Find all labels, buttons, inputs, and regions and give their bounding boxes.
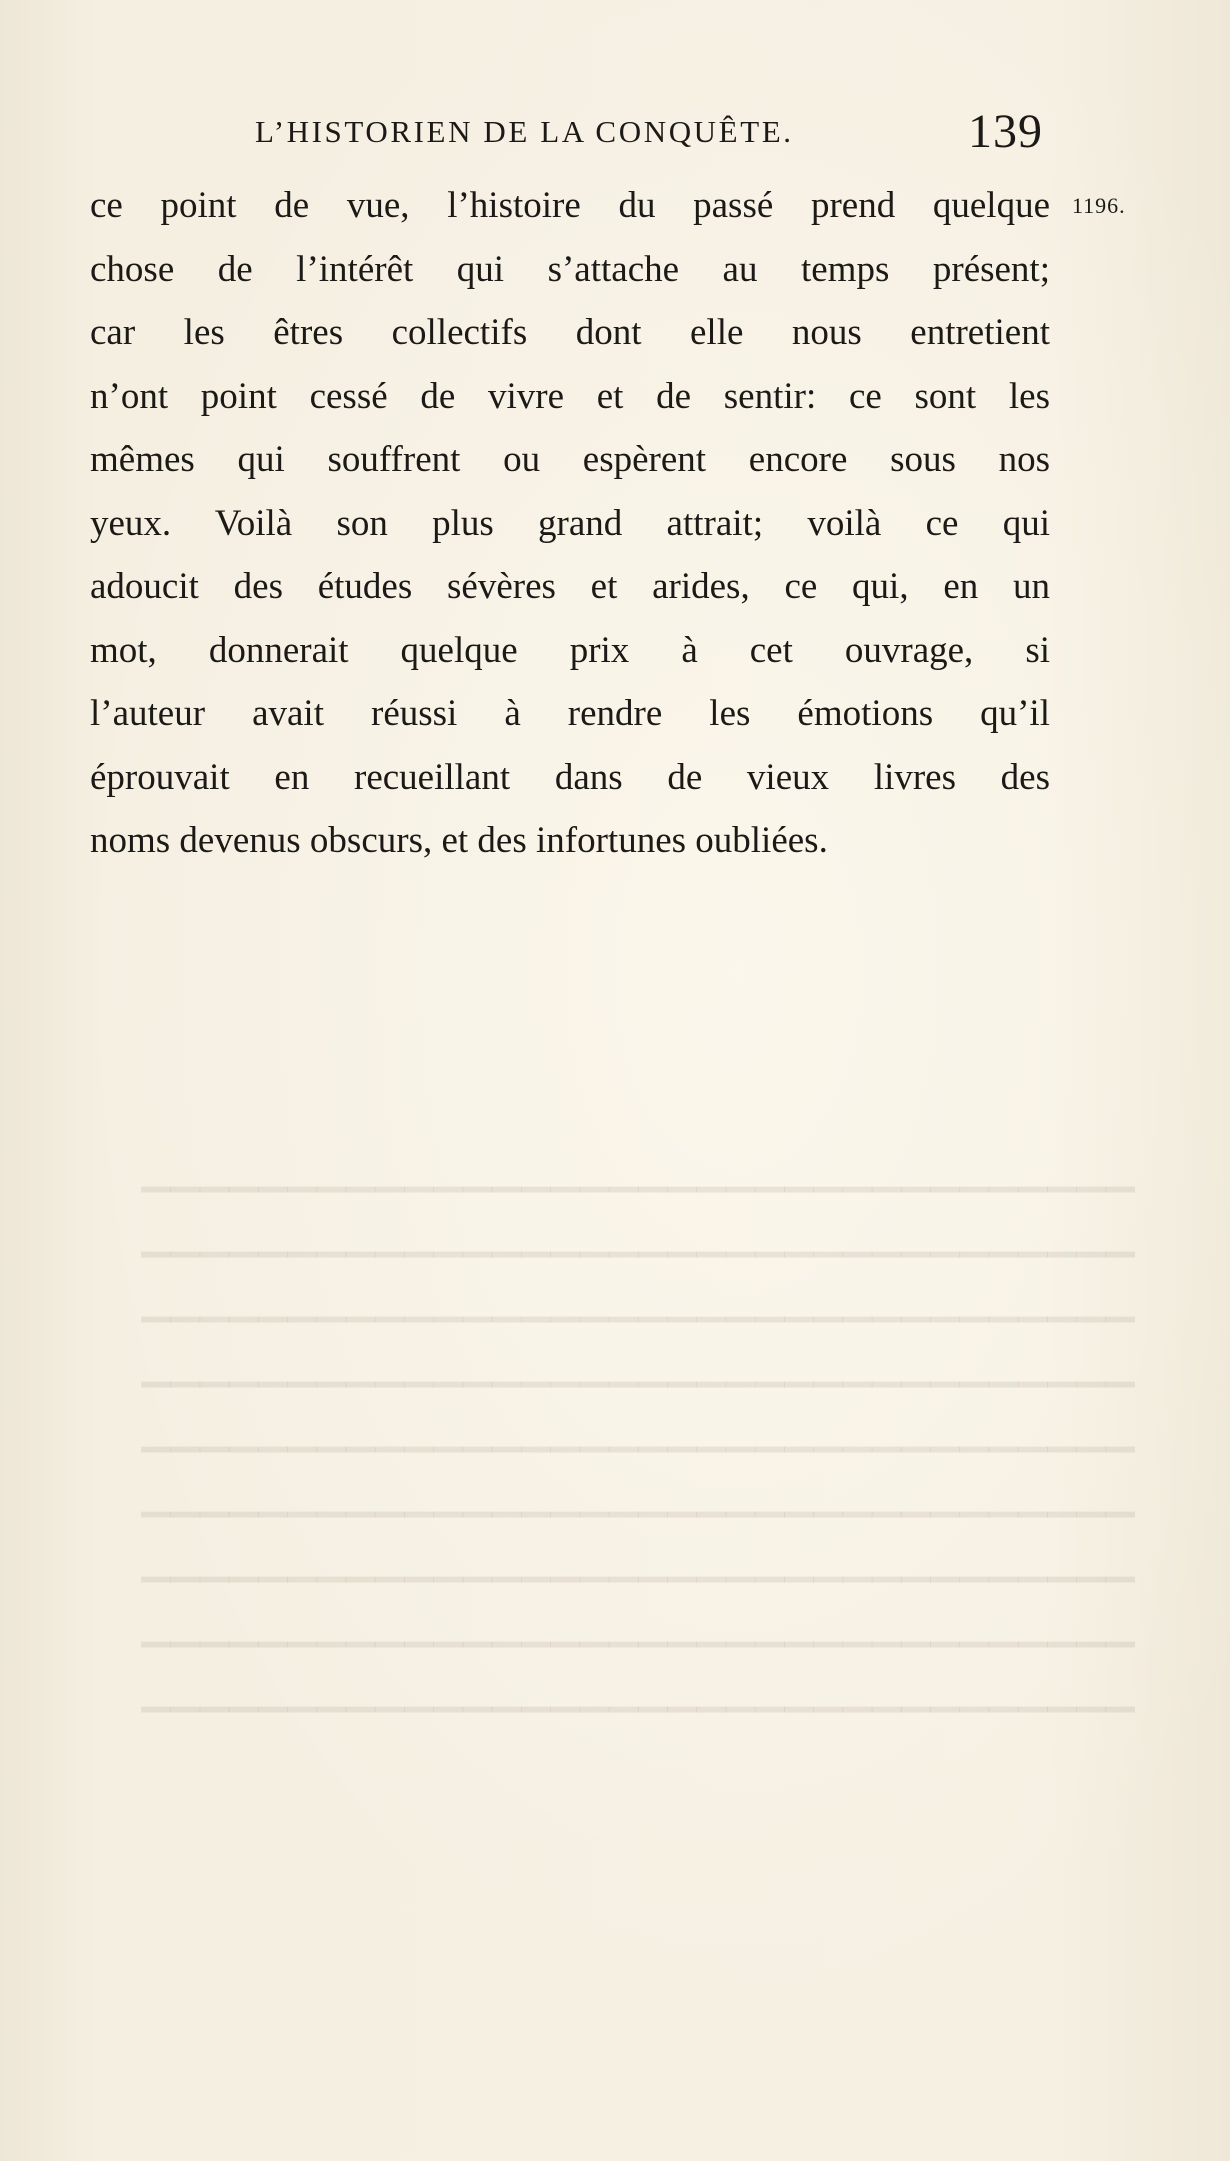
text-line: adoucit des études sévères et arides, ce qui, en un [90, 566, 1050, 607]
text-line: mêmes qui souffrent ou espèrent encore sous nos [90, 439, 1050, 480]
bleed-through-decoration: ▁▁▁▁▁▁▁▁▁▁▁▁▁▁▁▁▁▁▁▁▁▁▁▁▁▁▁▁▁▁▁▁▁▁ [141, 1280, 1135, 1322]
text-line: chose de l’intérêt qui s’attache au temps présent; [90, 248, 1050, 290]
bleed-through-decoration: ▁▁▁▁▁▁▁▁▁▁▁▁▁▁▁▁▁▁▁▁▁▁▁▁▁▁▁▁▁▁▁▁▁▁ [141, 1215, 1135, 1257]
margin-note-year: 1196. [1072, 193, 1126, 218]
page-header [255, 104, 1053, 164]
text-line: car les êtres collectifs dont elle nous entretient [90, 312, 1050, 353]
text-line: ce point de vue, l’histoire du passé prend quelque [90, 185, 1050, 226]
bleed-through-decoration: ▁▁▁▁▁▁▁▁▁▁▁▁▁▁▁▁▁▁▁▁▁▁▁▁▁▁▁▁▁▁▁▁▁▁ [141, 1670, 1135, 1712]
text-line: n’ont point cessé de vivre et de sentir: ce sont les [90, 375, 1050, 417]
bleed-through-decoration: ▁▁▁▁▁▁▁▁▁▁▁▁▁▁▁▁▁▁▁▁▁▁▁▁▁▁▁▁▁▁▁▁▁▁ [141, 1605, 1135, 1647]
text-line: yeux. Voilà son plus grand attrait; voilà ce qui [90, 502, 1050, 544]
bleed-through-decoration: ▁▁▁▁▁▁▁▁▁▁▁▁▁▁▁▁▁▁▁▁▁▁▁▁▁▁▁▁▁▁▁▁▁▁ [141, 1475, 1135, 1517]
text-line: noms devenus obscurs, et des infortunes oubliées. [90, 820, 828, 861]
text-line: éprouvait en recueillant dans de vieux livres des [90, 756, 1050, 798]
text-line: mot, donnerait quelque prix à cet ouvrage, si [90, 629, 1050, 671]
bleed-through-decoration: ▁▁▁▁▁▁▁▁▁▁▁▁▁▁▁▁▁▁▁▁▁▁▁▁▁▁▁▁▁▁▁▁▁▁ [141, 1410, 1135, 1452]
body-paragraph [90, 174, 1050, 873]
running-title: L’HISTORIEN DE LA CONQUÊTE. [255, 114, 794, 149]
text-line: l’auteur avait réussi à rendre les émotions qu’il [90, 693, 1050, 734]
bleed-through-decoration: ▁▁▁▁▁▁▁▁▁▁▁▁▁▁▁▁▁▁▁▁▁▁▁▁▁▁▁▁▁▁▁▁▁▁ [141, 1150, 1135, 1192]
page-number: 139 [968, 105, 1043, 158]
bleed-through-decoration: ▁▁▁▁▁▁▁▁▁▁▁▁▁▁▁▁▁▁▁▁▁▁▁▁▁▁▁▁▁▁▁▁▁▁ [141, 1345, 1135, 1387]
bleed-through-decoration: ▁▁▁▁▁▁▁▁▁▁▁▁▁▁▁▁▁▁▁▁▁▁▁▁▁▁▁▁▁▁▁▁▁▁ [141, 1540, 1135, 1582]
